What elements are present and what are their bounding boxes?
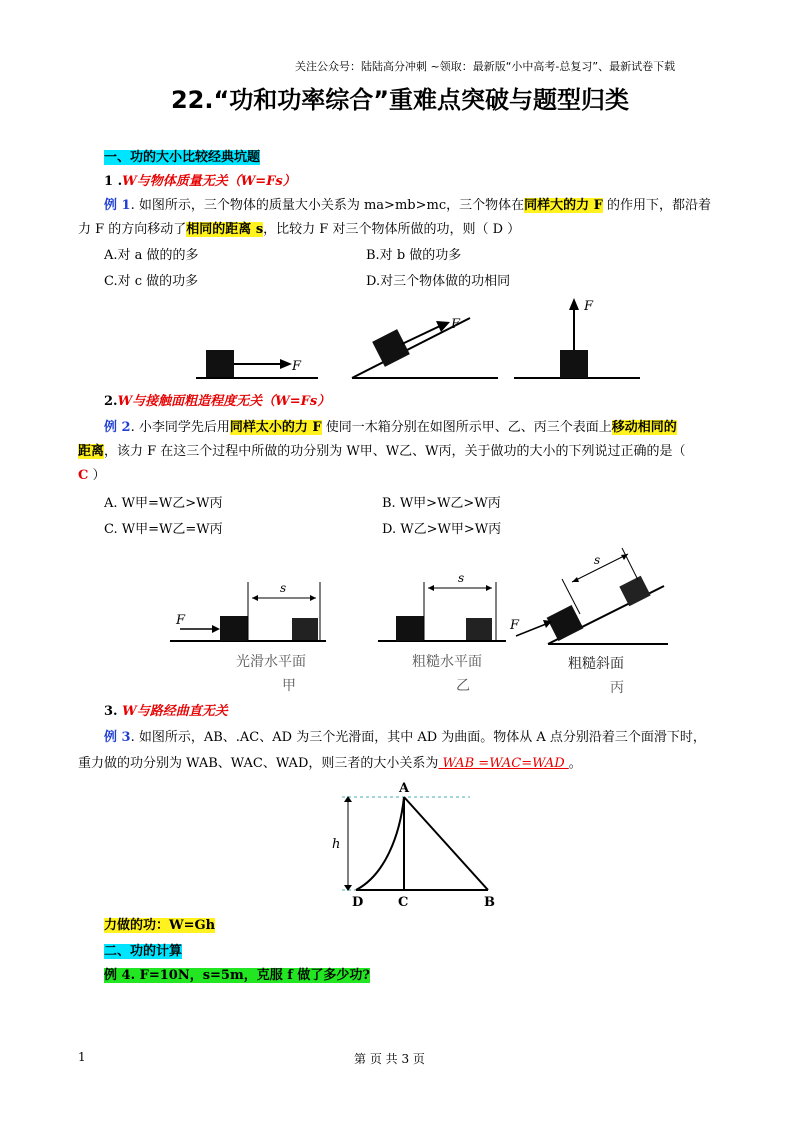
ex1-line-2 bbox=[78, 220, 520, 240]
ex1-text-a: . 如图所示，三个物体的质量大小关系为 ma>mb>mc，三个物体在 bbox=[130, 198, 525, 213]
figure-1 bbox=[0, 298, 800, 388]
ex1-option-d: D.对三个物体做的功相同 bbox=[366, 274, 511, 289]
fig2-panel-yi bbox=[378, 571, 506, 694]
fig2-f-1: F bbox=[176, 613, 186, 628]
fig1-block-a bbox=[196, 350, 318, 378]
ex1-text-d: ，比较力 F 对三个物体所做的功，则（ D ） bbox=[263, 222, 521, 237]
fig2-sublabel-2: 乙 bbox=[456, 678, 470, 694]
topic-1-text: W与物体质量无关（W=Fs） bbox=[122, 174, 296, 189]
ex1-option-c: C.对 c 做的功多 bbox=[104, 274, 199, 289]
fig3-D: D bbox=[352, 895, 364, 910]
gravity-work-text: 力做的功：W=Gh bbox=[104, 918, 216, 933]
fig2-s-2: s bbox=[458, 571, 465, 585]
ex2-line-1 bbox=[104, 418, 677, 438]
fig2-label-1: 光滑水平面 bbox=[236, 654, 306, 670]
ex3-line-1 bbox=[104, 728, 706, 748]
fig1-force-label-3: F bbox=[584, 299, 594, 314]
topic-3-num: 3. bbox=[104, 704, 118, 719]
figure-3 bbox=[0, 780, 800, 910]
topic-1-num: 1 . bbox=[104, 174, 123, 189]
fig2-sublabel-3: 丙 bbox=[610, 680, 624, 696]
topic-2-num: 2. bbox=[104, 394, 118, 409]
footer-page-num: 1 bbox=[78, 1050, 86, 1064]
ex2-highlight-1: 同样太小的力 F bbox=[229, 420, 322, 435]
ex2-text-d: ） bbox=[88, 468, 106, 483]
ex2-answer: C bbox=[78, 468, 89, 483]
topic-2-text: W与接触面粗造程度无关（W=Fs） bbox=[117, 394, 331, 409]
footer-page-text: 第 页 共 3 页 bbox=[354, 1052, 425, 1066]
ex3-text-b: 重力做的功分别为 WAB、WAC、WAD，则三者的大小关系为 bbox=[78, 756, 439, 771]
ex2-line-2 bbox=[78, 442, 686, 462]
ex3-tag: 例 3 bbox=[104, 730, 131, 745]
ex2-option-b: B. W甲>W乙>W丙 bbox=[382, 496, 501, 511]
fig1-force-label-1: F bbox=[292, 359, 302, 374]
ex1-highlight-1: 同样大的力 F bbox=[524, 198, 603, 213]
fig1-block-c bbox=[514, 298, 640, 378]
fig1-force-label-2: F bbox=[451, 317, 461, 332]
page-title: 22.“功和功率综合”重难点突破与题型归类 bbox=[170, 86, 630, 114]
ex2-option-a: A. W甲=W乙>W丙 bbox=[104, 496, 223, 511]
ex2-highlight-3: 距离 bbox=[78, 444, 105, 459]
topic-2 bbox=[104, 392, 330, 412]
section-2-label: 二、功的计算 bbox=[104, 944, 183, 959]
topic-3-text: W与路经曲直无关 bbox=[122, 704, 228, 719]
fig3-B: B bbox=[484, 895, 495, 910]
ex4-text: 例 4. F=10N，s=5m，克服 f 做了多少功? bbox=[104, 968, 370, 983]
fig2-s-3: s bbox=[594, 553, 601, 567]
fig3-h: h bbox=[332, 837, 341, 852]
ex3-answer: WAB =WAC=WAD bbox=[438, 756, 569, 771]
ex4 bbox=[104, 966, 370, 986]
header-note: 关注公众号：陆陆高分冲刺 ~领取：最新版“小中高考-总复习”、最新试卷下载 bbox=[295, 60, 676, 73]
ex2-text-b: 使同一木箱分别在如图所示甲、乙、丙三个表面上 bbox=[321, 420, 612, 435]
ex2-text-c: ，该力 F 在这三个过程中所做的功分别为 W甲、W乙、W丙，关于做功的大小的下列说过正确的是（ bbox=[104, 444, 686, 459]
ex1-text-c: 力 F 的方向移动了 bbox=[78, 222, 187, 237]
ex2-highlight-2: 移动相同的 bbox=[611, 420, 677, 435]
fig2-panel-bing bbox=[509, 548, 668, 696]
fig2-label-3: 粗糙斜面 bbox=[568, 656, 624, 672]
fig2-panel-jia bbox=[170, 581, 326, 694]
ex3-text-c: 。 bbox=[568, 756, 582, 771]
ex3-text-a: . 如图所示，AB、.AC、AD 为三个光滑面，其中 AD 为曲面。物体从 A 点分别沿着三个面滑下时， bbox=[130, 730, 706, 745]
fig3-A: A bbox=[399, 781, 410, 796]
section-1-label: 一、功的大小比较经典坑题 bbox=[104, 150, 261, 165]
fig2-f-3: F bbox=[510, 618, 520, 633]
fig2-label-2: 粗糙水平面 bbox=[412, 654, 482, 670]
topic-1 bbox=[104, 172, 296, 192]
section-heading-2 bbox=[104, 942, 182, 962]
ex1-tag: 例 1 bbox=[104, 198, 131, 213]
fig2-s-1: s bbox=[280, 581, 287, 595]
ex2-line-3 bbox=[78, 466, 106, 486]
ex2-tag: 例 2 bbox=[104, 420, 131, 435]
ex1-option-b: B.对 b 做的功多 bbox=[366, 248, 462, 263]
gravity-work bbox=[104, 916, 215, 936]
ex3-line-2 bbox=[78, 754, 582, 774]
fig2-sublabel-1: 甲 bbox=[282, 678, 296, 694]
topic-3 bbox=[104, 702, 228, 722]
ex1-highlight-2: 相同的距离 s bbox=[186, 222, 264, 237]
ex2-text-a: . 小李同学先后用 bbox=[130, 420, 230, 435]
ex1-text-b: 的作用下，都沿着 bbox=[602, 198, 712, 213]
ex1-option-a: A.对 a 做的的多 bbox=[104, 248, 199, 263]
fig3-C: C bbox=[398, 895, 409, 910]
section-heading-1 bbox=[104, 148, 260, 168]
ex1-line-1 bbox=[104, 196, 711, 216]
figure-2 bbox=[0, 544, 800, 694]
fig1-block-b bbox=[352, 317, 498, 378]
ex2-option-c: C. W甲=W乙=W丙 bbox=[104, 522, 223, 537]
ex2-option-d: D. W乙>W甲>W丙 bbox=[382, 522, 502, 537]
